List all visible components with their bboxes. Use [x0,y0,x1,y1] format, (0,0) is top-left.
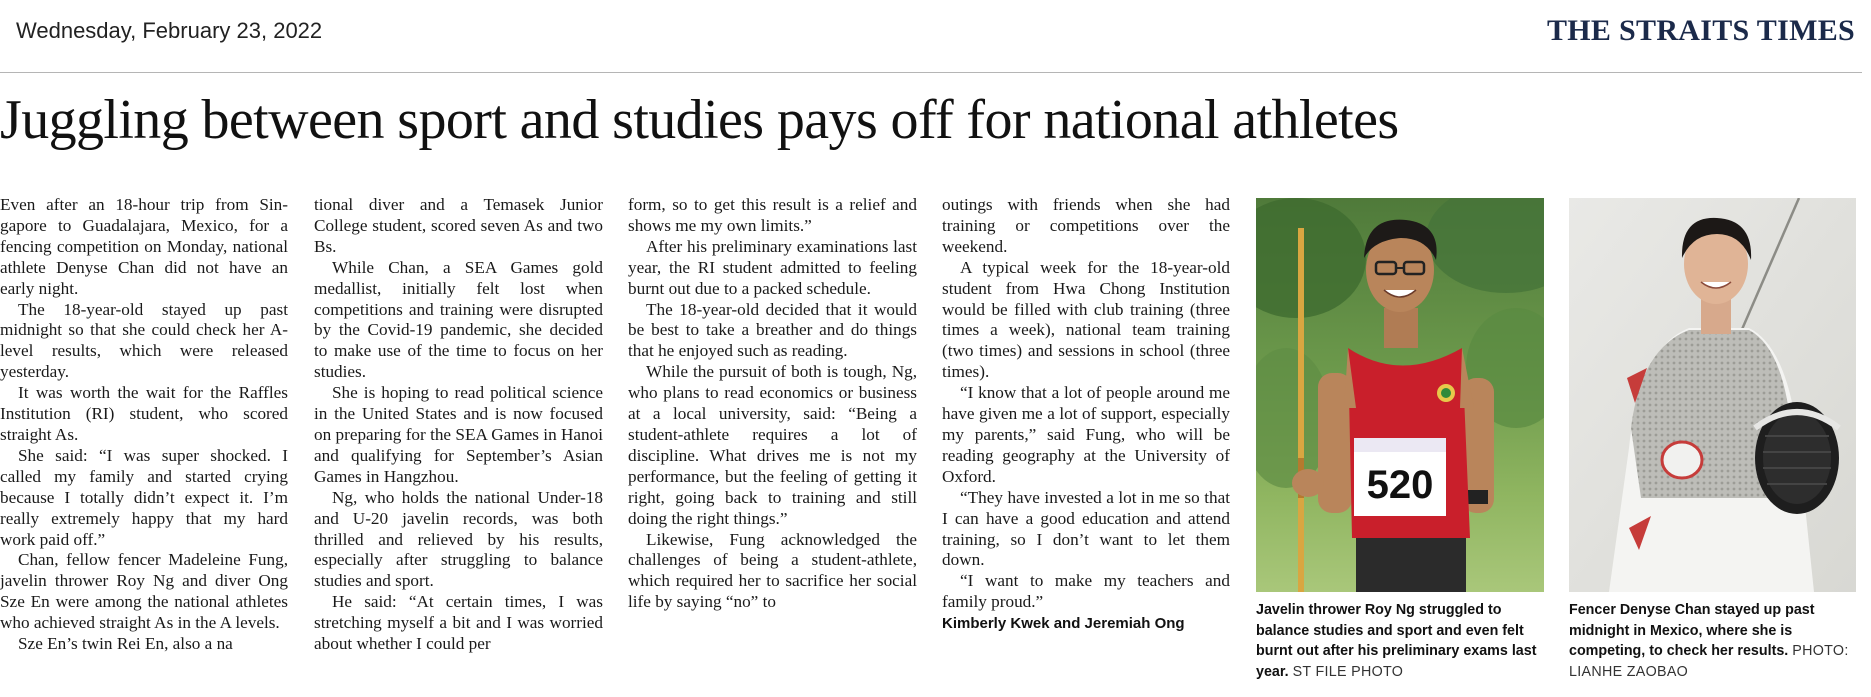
paragraph: After his preliminary examinations last year, the RI student admitted to feeling burnt out due to a packed schedule. [628,236,917,298]
paragraph: “They have invested a lot in me so that I can have a good education and attend training, so I don’t want to let them down. [942,487,1230,570]
paragraph: tional diver and a Temasek Junior College student, scored seven As and two Bs. [314,195,603,256]
publication-date: Wednesday, February 23, 2022 [16,18,323,43]
header-divider [0,72,1862,73]
paragraph: “I want to make my teachers and family proud.” [942,571,1230,612]
photo-credit: PHOTO: LIANHE ZAOBAO [1569,643,1849,680]
paragraph: It was worth the wait for the Raffles Institution (RI) student, who scored straight As. [0,383,288,444]
paragraph: Sze En’s twin Rei En, also a na [18,634,233,654]
masthead-logo: THE STRAITS TIMES [1546,14,1855,47]
paragraph: She said: “I was super shocked. I called my family and started crying because I totally didn’t expect it. I’m really extremely happy that my hard work paid off.” [0,445,288,549]
paragraph: outings with friends when she had training or competitions over the weekend. [942,195,1230,256]
paragraph: form, so to get this result is a relief and shows me my own limits.” [628,195,917,235]
paragraph: “I know that a lot of people around me have given me a lot of support, especially my parents,” said Fung, who will be reading geography at the University of Oxford. [942,383,1230,486]
paragraph: She is hoping to read political science in the United States and is now focused on preparing for the SEA Games in Hanoi and qualifying for September’s Asian Games in Hangzhou. [314,383,603,486]
photo-fencer [1569,198,1856,592]
caption-text: Fencer Denyse Chan stayed up past midnight in Mexico, where she is competing, to check her results. [1569,602,1815,659]
article-column-4 [942,195,1230,634]
paragraph: A typical week for the 18-year-old student from Hwa Chong Institution would be filled with club training (three times a week), national team training (two times) and sessions in school (three times). [942,257,1230,382]
caption-text: Javelin thrower Roy Ng struggled to balance studies and sport and even felt burnt out after his preliminary exams last year. [1256,602,1537,680]
paragraph: Chan, fellow fencer Madeleine Fung, javelin thrower Roy Ng and diver Ong Sze En were among the national athletes who achieved straight As in the A levels. [0,550,288,633]
bib-number: 520 [1366,463,1434,507]
photo-caption-javelin [1256,600,1544,682]
paragraph: The 18-year-old stayed up past midnight so that she could check her A-level results, which were released yesterday. [0,299,288,382]
paragraph: The 18-year-old decided that it would be best to take a breather and do things that he enjoyed such as reading. [628,299,917,361]
paragraph: He said: “At certain times, I was stretching myself a bit and I was worried about whether I could per [314,592,603,654]
photo-caption-fencer [1569,600,1859,682]
photo-javelin-thrower [1256,198,1544,592]
photo-credit: ST FILE PHOTO [1292,663,1404,680]
article-column-1 [0,195,288,655]
article-headline: Juggling between sport and studies pays off for national athletes [0,89,1399,151]
paragraph: While the pursuit of both is tough, Ng, who plans to read economics or business at a local university, said: “Being a student-athlete requires a lot of discipline. What drives me is not my performance, but the feeling of getting it right, going back to training and still doing the right things.” [628,362,917,528]
article-column-2 [314,195,603,655]
article-byline: Kimberly Kwek and Jeremiah Ong [942,615,1185,633]
paragraph: While Chan, a SEA Games gold medallist, initially felt lost when competitions and training were disrupted by the Covid-19 pandemic, she decided to make use of the time to focus on her studies. [314,257,603,382]
paragraph: Even after an 18-hour trip from Singapore to Guadalajara, Mexico, for a fencing competition on Monday, national athlete Denyse Chan did not have an early night. [0,195,288,298]
article-column-3 [628,195,917,613]
paragraph: Likewise, Fung acknowledged the challenges of being a student-athlete, which required her to sacrifice her social life by saying “no” to [628,529,917,612]
paragraph: Ng, who holds the national Under-18 and U-20 javelin records, was both thrilled and relieved by his results, especially after struggling to balance studies and sport. [314,487,603,591]
